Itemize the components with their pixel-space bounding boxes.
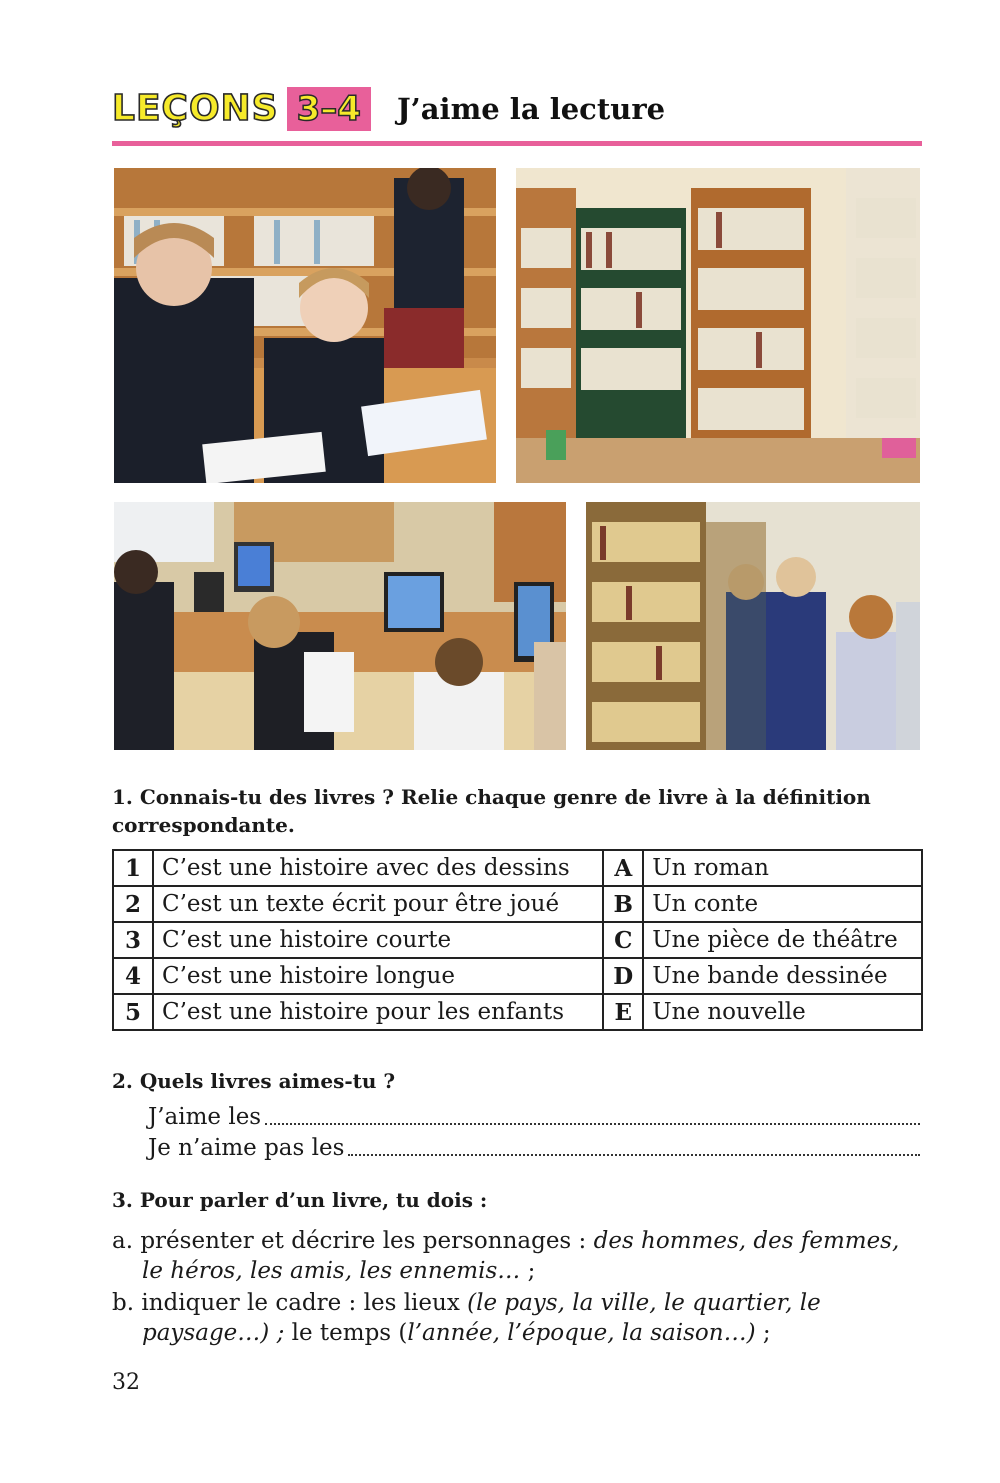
table-row xyxy=(113,994,922,1030)
item-b-time-label: le temps ( xyxy=(284,1320,408,1346)
header-rule xyxy=(112,141,922,146)
dislikes-blank[interactable] xyxy=(348,1131,920,1156)
row-letter: C xyxy=(603,922,643,958)
item-b-text: b. indiquer le cadre : les lieux xyxy=(112,1290,468,1316)
exercise-2-prompt: 2. Quels livres aimes-tu ? xyxy=(112,1069,396,1093)
page-number: 32 xyxy=(112,1370,140,1395)
row-letter: E xyxy=(603,994,643,1030)
item-a-text: a. présenter et décrire les personnages : xyxy=(112,1228,594,1254)
item-b-places: (le pays, la ville, le quartier, le paysage…) ; xyxy=(142,1290,821,1346)
likes-blank[interactable] xyxy=(265,1100,920,1125)
definition-cell: C’est une histoire longue xyxy=(153,958,603,994)
table-row xyxy=(113,922,922,958)
exercise-3-prompt: 3. Pour parler d’un livre, tu dois : xyxy=(112,1188,488,1212)
photo-computer-room xyxy=(114,502,566,750)
lesson-number-badge: 3–4 xyxy=(287,87,371,131)
row-letter: D xyxy=(603,958,643,994)
matching-table xyxy=(112,849,923,1031)
genre-cell: Un conte xyxy=(643,886,922,922)
row-number: 4 xyxy=(113,958,153,994)
row-letter: B xyxy=(603,886,643,922)
item-b-end: ; xyxy=(755,1320,771,1346)
genre-cell: Une nouvelle xyxy=(643,994,922,1030)
row-number: 5 xyxy=(113,994,153,1030)
definition-cell: C’est une histoire courte xyxy=(153,922,603,958)
lesson-title: J’aime la lecture xyxy=(396,92,666,126)
row-number: 1 xyxy=(113,850,153,886)
photo-students-at-shelves xyxy=(586,502,920,750)
definition-cell: C’est un texte écrit pour être joué xyxy=(153,886,603,922)
dislikes-label: Je n’aime pas les xyxy=(148,1135,345,1161)
exercise-1-prompt: 1. Connais-tu des livres ? Relie chaque genre de livre à la définition correspondante. xyxy=(112,785,871,837)
item-a xyxy=(112,1226,922,1286)
table-row xyxy=(113,958,922,994)
definition-cell: C’est une histoire avec des dessins xyxy=(153,850,603,886)
answer-line-dislikes xyxy=(148,1131,920,1165)
definition-cell: C’est une histoire pour les enfants xyxy=(153,994,603,1030)
item-a-examples: des hommes, des femmes, le héros, les amis, les ennemis… xyxy=(142,1228,900,1284)
lessons-label: LEÇONS xyxy=(112,88,279,129)
row-number: 2 xyxy=(113,886,153,922)
table-row xyxy=(113,886,922,922)
genre-cell: Un roman xyxy=(643,850,922,886)
lesson-header xyxy=(112,84,665,134)
photo-students-reading xyxy=(114,168,496,483)
genre-cell: Une pièce de théâtre xyxy=(643,922,922,958)
item-b-times: l’année, l’époque, la saison…) xyxy=(407,1320,756,1346)
item-b xyxy=(112,1288,922,1348)
row-number: 3 xyxy=(113,922,153,958)
likes-label: J’aime les xyxy=(148,1104,262,1130)
table-row xyxy=(113,850,922,886)
photo-bookshelves xyxy=(516,168,920,483)
row-letter: A xyxy=(603,850,643,886)
item-a-end: ; xyxy=(520,1258,536,1284)
genre-cell: Une bande dessinée xyxy=(643,958,922,994)
answer-line-likes xyxy=(148,1100,920,1134)
